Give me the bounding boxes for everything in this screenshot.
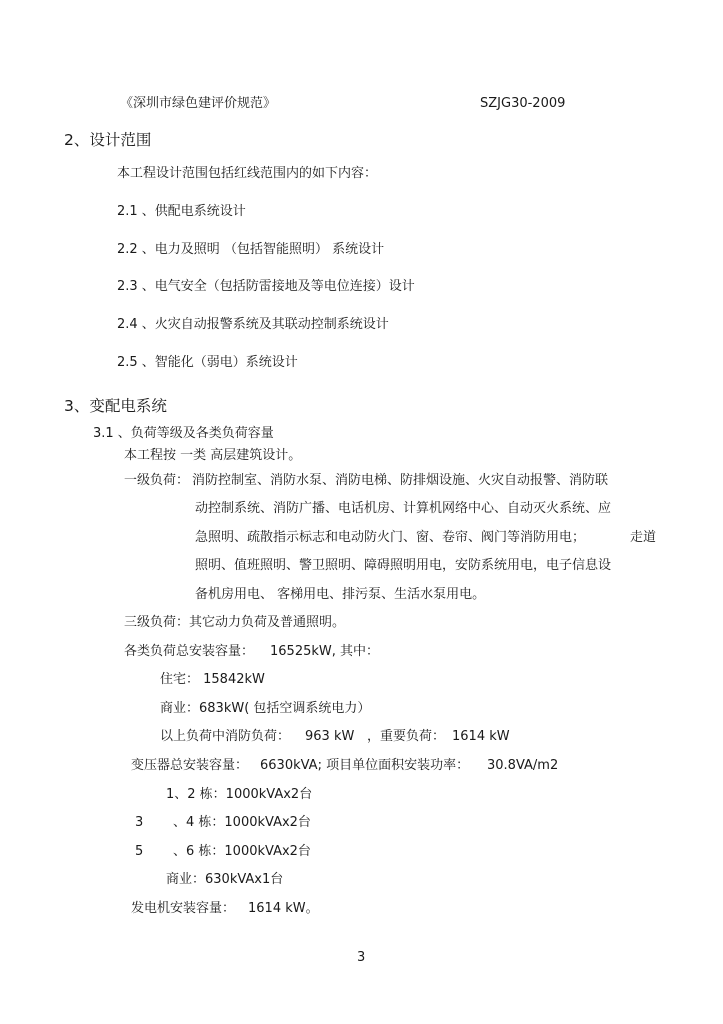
important-load-value: 1614 kW bbox=[452, 729, 510, 744]
first-class-line-2: 动控制系统、消防广播、电话机房、计算机网络中心、自动灭火系统、应 bbox=[195, 501, 612, 516]
section-3-heading: 3、变配电系统 bbox=[64, 397, 167, 415]
fire-load-value: 963 kW bbox=[305, 729, 355, 744]
fire-load-label: 以上负荷中消防负荷： bbox=[160, 729, 291, 744]
generator-value: 1614 kW。 bbox=[248, 901, 319, 916]
section-2-intro: 本工程设计范围包括红线范围内的如下内容： bbox=[117, 166, 378, 181]
page-number: 3 bbox=[357, 950, 366, 965]
buildings-5-6: 、6 栋：1000kVAx2台 bbox=[173, 844, 311, 859]
first-class-line-1: 消防控制室、消防水泵、消防电梯、防排烟设施、火灾自动报警、消防联 bbox=[192, 473, 609, 488]
scope-item-1: 2.1 、供配电系统设计 bbox=[117, 204, 246, 219]
commercial-transformer: 商业：630kVAx1台 bbox=[166, 872, 284, 887]
generator-label: 发电机安装容量： bbox=[131, 901, 236, 916]
transformer-value: 6630kVA; 项目单位面积安装功率： bbox=[260, 758, 470, 773]
buildings-3-4: 、4 栋：1000kVAx2台 bbox=[173, 815, 311, 830]
first-class-line-3-tail: 走道 bbox=[630, 530, 657, 545]
scope-item-5: 2.5 、智能化（弱电）系统设计 bbox=[117, 355, 298, 370]
buildings-5-6-num: 5 bbox=[135, 844, 144, 859]
buildings-1-2: 1、2 栋：1000kVAx2台 bbox=[166, 787, 313, 802]
first-class-line-3: 急照明、疏散指示标志和电动防火门、窗、卷帘、阀门等消防用电； bbox=[195, 530, 586, 545]
first-class-label: 一级负荷： bbox=[124, 473, 190, 488]
power-density: 30.8VA/m2 bbox=[487, 758, 559, 773]
important-load-label: ，重要负荷： bbox=[367, 729, 446, 744]
section-2-heading: 2、设计范围 bbox=[64, 131, 152, 149]
scope-item-4: 2.4 、火灾自动报警系统及其联动控制系统设计 bbox=[117, 317, 389, 332]
scope-item-2: 2.2 、电力及照明 （包括智能照明） 系统设计 bbox=[117, 242, 385, 257]
buildings-3-4-num: 3 bbox=[135, 815, 144, 830]
building-class: 本工程按 一类 高层建筑设计。 bbox=[124, 448, 302, 463]
section-3-1-heading: 3.1 、负荷等级及各类负荷容量 bbox=[93, 426, 274, 441]
first-class-line-5: 备机房用电、 客梯用电、排污泵、生活水泵用电。 bbox=[195, 587, 486, 602]
standard-name: 《深圳市绿色建评价规范》 bbox=[120, 96, 277, 111]
third-class-load: 三级负荷：其它动力负荷及普通照明。 bbox=[124, 615, 346, 630]
transformer-label: 变压器总安装容量： bbox=[131, 758, 249, 773]
first-class-line-4: 照明、值班照明、警卫照明、障碍照明用电，安防系统用电，电子信息设 bbox=[195, 558, 612, 573]
commercial-load: 商业：683kW( 包括空调系统电力） bbox=[160, 701, 371, 716]
residential-load: 住宅： 15842kW bbox=[160, 672, 265, 687]
total-capacity-value: 16525kW, 其中： bbox=[270, 644, 380, 659]
standard-code: SZJG30-2009 bbox=[480, 96, 566, 111]
total-capacity-label: 各类负荷总安装容量： bbox=[124, 644, 255, 659]
scope-item-3: 2.3 、电气安全（包括防雷接地及等电位连接）设计 bbox=[117, 279, 415, 294]
